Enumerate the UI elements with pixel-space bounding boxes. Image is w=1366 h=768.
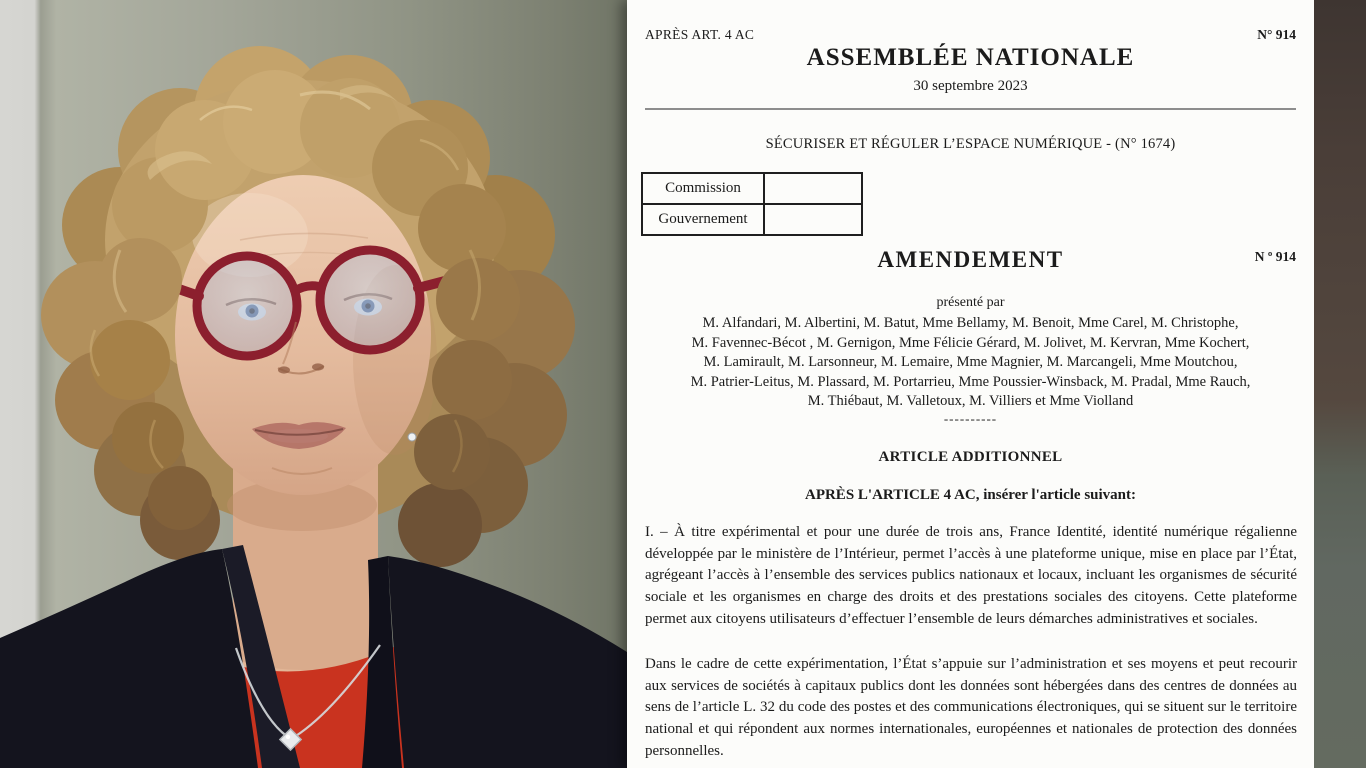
amendment-document-page — [627, 0, 1314, 768]
amendment-number-top: N° 914 — [1257, 27, 1296, 42]
commission-government-table — [641, 172, 863, 236]
authors-line: M. Lamirault, M. Larsonneur, M. Lemaire, Mme Magnier, M. Marcangeli, Mme Moutchou, — [703, 354, 1238, 371]
presented-by-label: présenté par — [936, 295, 1005, 310]
article-reference: APRÈS ART. 4 AC — [645, 27, 755, 42]
article-paragraph-2: Dans le cadre de cette expérimentation, l’État s’appuie sur l’administration et ses moyens et peut recourir aux services de sociétés à capitaux publics dont les données sont hébergées dans des centres de données au sens de l’article L. 32 du code des postes et des communications électroniques, qui se situent sur le territoire national et qui répondent aux normes internationales, européennes et nationales de protection des données personnelles. — [645, 656, 1297, 759]
authors-line: M. Patrier-Leitus, M. Plassard, M. Portarrieu, Mme Poussier-Winsback, M. Pradal, Mme Rauch, — [690, 373, 1251, 390]
amendment-number-side: N º 914 — [1254, 249, 1296, 264]
authors-line: M. Favennec-Bécot , M. Gernigon, Mme Félicie Gérard, M. Jolivet, M. Kervran, Mme Kochert, — [691, 334, 1250, 351]
bill-subject-line: SÉCURISER ET RÉGULER L’ESPACE NUMÉRIQUE - (N° 1674) — [765, 136, 1176, 152]
speaker-portrait-illustration — [0, 0, 627, 768]
assembly-title: ASSEMBLÉE NATIONALE — [806, 44, 1135, 71]
authors-line: M. Thiébaut, M. Valletoux, M. Villiers et Mme Violland — [807, 393, 1134, 410]
table-row — [642, 173, 862, 204]
earring — [408, 433, 416, 441]
authors-line: M. Alfandari, M. Albertini, M. Batut, Mme Bellamy, M. Benoit, Mme Carel, M. Christophe, — [702, 315, 1239, 331]
video-background-right-strip — [1314, 0, 1366, 768]
insertion-instruction: APRÈS L'ARTICLE 4 AC, insérer l'article suivant: — [804, 487, 1136, 503]
article-paragraph-1: I. – À titre expérimental et pour une durée de trois ans, France Identité, identité numérique régalienne développée par le ministère de l’Intérieur, permet l’accès à une plateforme unique, mise en place par l’État, agrégeant l’accès à l’ensemble des services publics nationaux et locaux, incluant les organismes de sécurité sociale et les organismes en charge des droits et des prestations sociales des citoyens. Cette plateforme permet aux citoyens utilisateurs d’effectuer l’ensemble de leurs démarches administratives et sociales. — [645, 524, 1297, 627]
dash-separator: ---------- — [943, 411, 998, 426]
table-value-gouvernement — [764, 204, 862, 235]
horizontal-rule — [645, 108, 1296, 110]
table-value-commission — [764, 173, 862, 204]
amendment-heading: AMENDEMENT — [877, 247, 1064, 272]
document-date: 30 septembre 2023 — [913, 78, 1028, 94]
authors-list — [639, 314, 1302, 412]
table-label-gouvernement: Gouvernement — [642, 204, 764, 235]
table-label-commission: Commission — [642, 173, 764, 204]
document-header-row — [645, 27, 1296, 43]
article-additionnel-heading: ARTICLE ADDITIONNEL — [878, 449, 1063, 465]
table-row — [642, 204, 862, 235]
video-still-speaker — [0, 0, 627, 768]
